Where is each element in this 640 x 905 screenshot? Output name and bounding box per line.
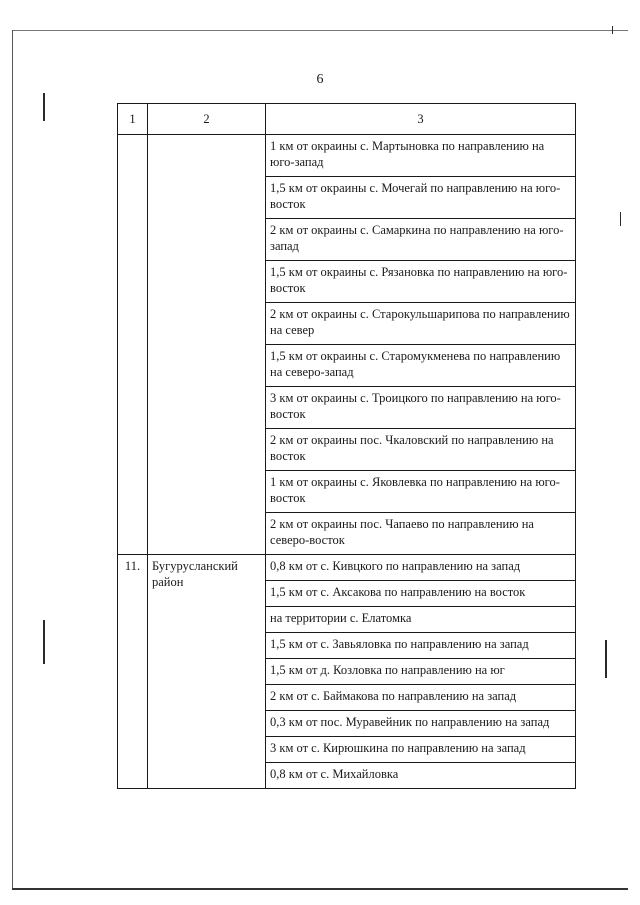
location-cell: 1,5 км от с. Аксакова по направлению на восток <box>266 581 576 607</box>
location-cell: 3 км от окраины с. Троицкого по направлению на юго-восток <box>266 387 576 429</box>
location-cell: 2 км от окраины с. Старокульшарипова по направлению на север <box>266 303 576 345</box>
location-cell: 1,5 км от окраины с. Старомукменева по направлению на северо-запад <box>266 345 576 387</box>
column-header-3: 3 <box>266 104 576 135</box>
location-cell: 1,5 км от с. Завьяловка по направлению на запад <box>266 633 576 659</box>
scan-edge-top <box>12 30 628 31</box>
location-cell: 1,5 км от д. Козловка по направлению на юг <box>266 659 576 685</box>
location-cell: 2 км от с. Баймакова по направлению на запад <box>266 685 576 711</box>
column-header-1: 1 <box>118 104 148 135</box>
locations-table <box>117 103 576 789</box>
location-cell: 3 км от с. Кирюшкина по направлению на запад <box>266 737 576 763</box>
scan-mark-right <box>620 212 621 226</box>
table-row <box>118 555 576 581</box>
scan-edge-bottom <box>12 888 628 890</box>
location-cell: 0,8 км от с. Кивцкого по направлению на запад <box>266 555 576 581</box>
scan-mark-left <box>43 93 45 121</box>
row-number-cell: 11. <box>118 555 148 789</box>
page-number: 6 <box>316 72 324 87</box>
district-cell: Бугурусланский район <box>148 555 266 789</box>
scan-edge-left <box>12 30 13 890</box>
table-header-row <box>118 104 576 135</box>
location-cell: 1 км от окраины с. Яковлевка по направлению на юго-восток <box>266 471 576 513</box>
location-cell: 2 км от окраины пос. Чкаловский по направлению на восток <box>266 429 576 471</box>
location-cell: 0,8 км от с. Михайловка <box>266 763 576 789</box>
scan-mark-right-3 <box>612 26 613 34</box>
row-number-cell <box>118 135 148 555</box>
location-cell: 1,5 км от окраины с. Мочегай по направлению на юго-восток <box>266 177 576 219</box>
location-cell: 2 км от окраины с. Самаркина по направлению на юго-запад <box>266 219 576 261</box>
table-row <box>118 135 576 177</box>
location-cell: 1 км от окраины с. Мартыновка по направлению на юго-запад <box>266 135 576 177</box>
district-cell <box>148 135 266 555</box>
location-cell: на территории с. Елатомка <box>266 607 576 633</box>
scan-mark-left-2 <box>43 620 45 664</box>
column-header-2: 2 <box>148 104 266 135</box>
location-cell: 1,5 км от окраины с. Рязановка по направлению на юго-восток <box>266 261 576 303</box>
location-cell: 2 км от окраины пос. Чапаево по направлению на северо-восток <box>266 513 576 555</box>
location-cell: 0,3 км от пос. Муравейник по направлению на запад <box>266 711 576 737</box>
scan-mark-right-2 <box>605 640 607 678</box>
